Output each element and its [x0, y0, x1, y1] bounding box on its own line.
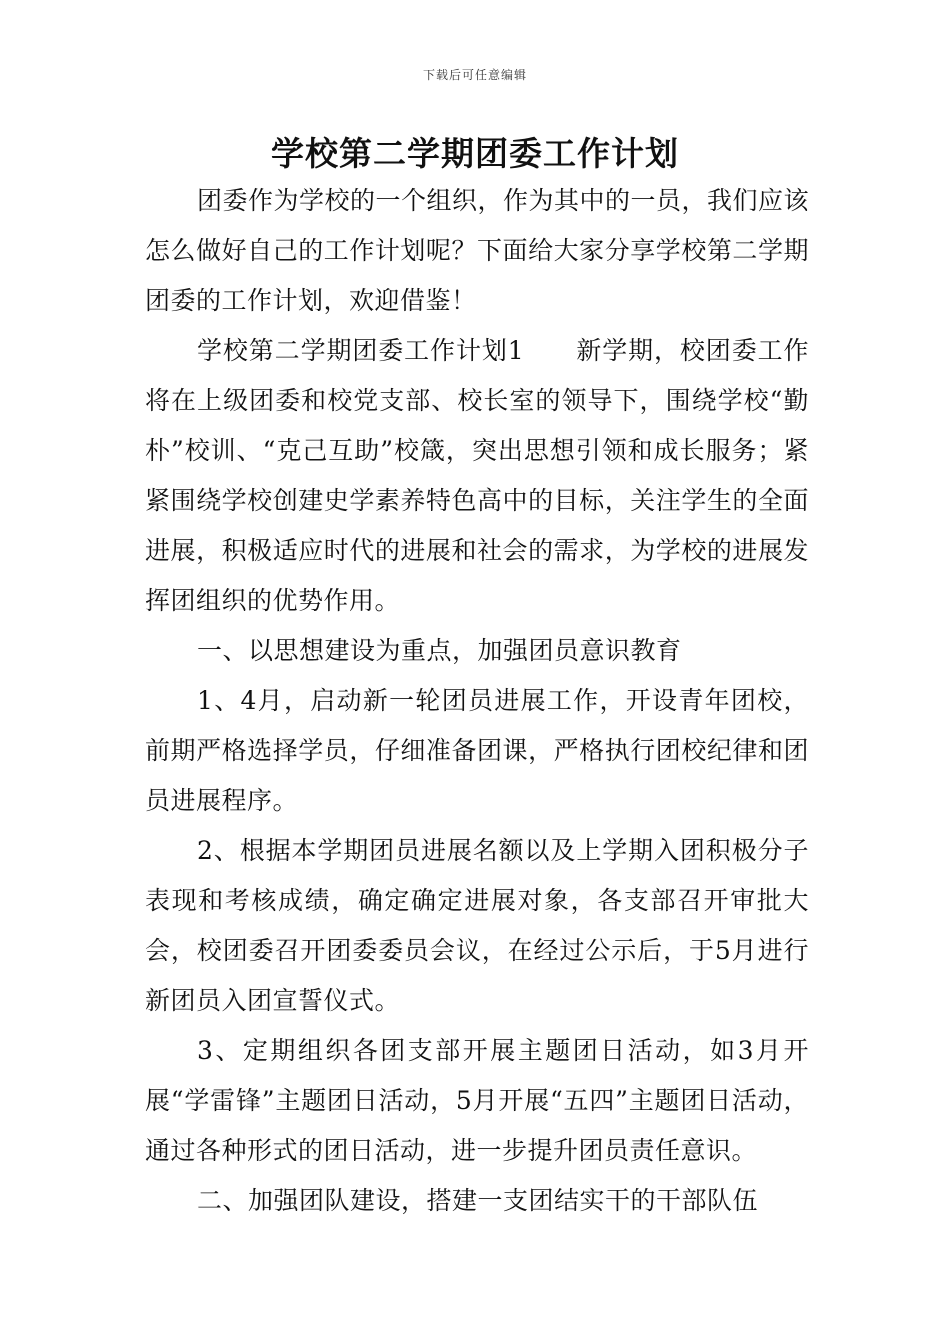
document-body [145, 176, 809, 1226]
plan-1-overview-paragraph: 学校第二学期团委工作计划1 新学期，校团委工作将在上级团委和校党支部、校长室的领导下，围绕学校“勤朴”校训、“克己互助”校箴，突出思想引领和成长服务；紧紧围绕学校创建史学素养特色高中的目标，关注学生的全面进展，积极适应时代的进展和社会的需求，为学校的进展发挥团组织的优势作用。 [145, 336, 809, 615]
item-2-paragraph: 2、根据本学期团员进展名额以及上学期入团积极分子表现和考核成绩，确定确定进展对象，各支部召开审批大会，校团委召开团委委员会议，在经过公示后，于5月进行新团员入团宣誓仪式。 [145, 836, 809, 1015]
document-title: 学校第二学期团委工作计划 [271, 134, 679, 173]
intro-paragraph: 团委作为学校的一个组织，作为其中的一员，我们应该怎么做好自己的工作计划呢？下面给大家分享学校第二学期团委的工作计划，欢迎借鉴！ [145, 186, 810, 315]
header-note: 下载后可任意编辑 [422, 68, 527, 82]
section-heading-2: 二、加强团队建设，搭建一支团结实干的干部队伍 [197, 1186, 759, 1215]
item-3-paragraph: 3、定期组织各团支部开展主题团日活动，如3月开展“学雷锋”主题团日活动，5月开展“五四”主题团日活动，通过各种形式的团日活动，进一步提升团员责任意识。 [145, 1036, 809, 1165]
item-1-paragraph: 1、4月，启动新一轮团员进展工作，开设青年团校，前期严格选择学员，仔细准备团课，严格执行团校纪律和团员进展程序。 [145, 686, 809, 815]
section-heading-1: 一、以思想建设为重点，加强团员意识教育 [197, 636, 682, 665]
